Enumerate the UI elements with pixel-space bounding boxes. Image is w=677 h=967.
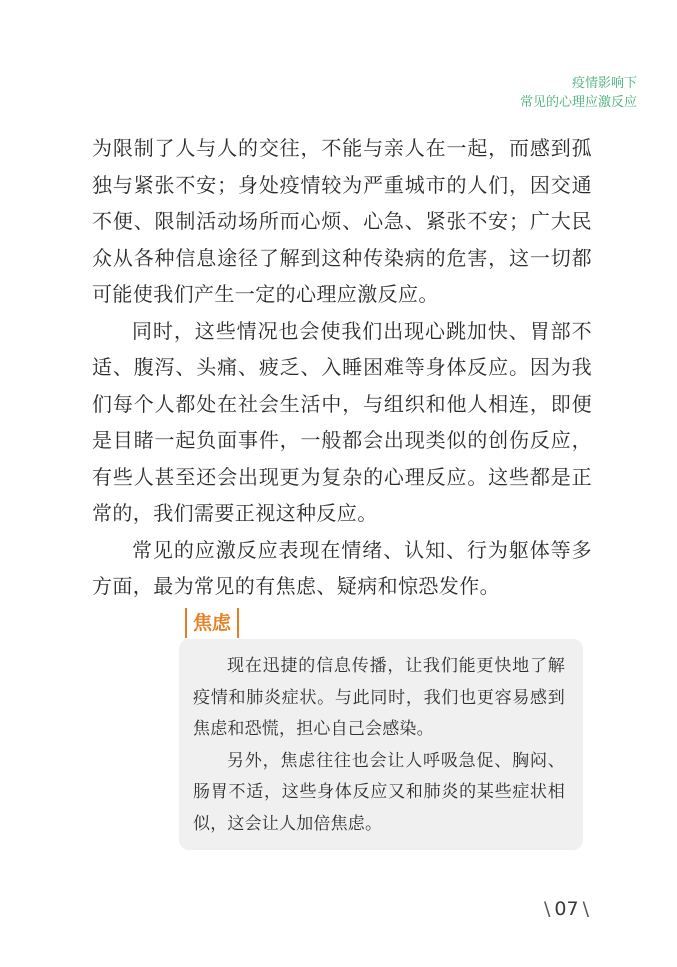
body-text bbox=[92, 130, 592, 605]
anxiety-callout-box bbox=[179, 639, 583, 850]
backslash-ornament-icon: \ bbox=[582, 898, 589, 920]
paragraph-physical-reactions: 同时，这些情况也会使我们出现心跳加快、胃部不适、腹泻、头痛、疲乏、入睡困难等身体反应。因为我们每个人都处在社会生活中，与组织和他人相连，即便是目睹一起负面事件，一般都会出现类似的创伤反应，有些人甚至还会出现更为复杂的心理反应。这些都是正常的，我们需要正视这种反应。 bbox=[92, 318, 592, 525]
chapter-title: 疫情影响下 bbox=[571, 76, 637, 91]
page-number bbox=[540, 898, 593, 920]
callout-paragraph: 另外，焦虑往往也会让人呼吸急促、胸闷、肠胃不适，这些身体反应又和肺炎的某些症状相似，这会让人加倍焦虑。 bbox=[193, 750, 565, 834]
paragraph-continued: 为限制了人与人的交往，不能与亲人在一起，而感到孤独与紧张不安；身处疫情较为严重城市的人们，因交通不便、限制活动场所而心烦、心急、紧张不安；广大民众从各种信息途径了解到这种传染病的危害，这一切都可能使我们产生一定的心理应激反应。 bbox=[92, 136, 592, 306]
page-number-value: 07 bbox=[554, 898, 579, 920]
backslash-ornament-icon: \ bbox=[544, 898, 551, 920]
paragraph-common-reactions: 常见的应激反应表现在情绪、认知、行为躯体等多方面，最为常见的有焦虑、疑病和惊恐发作。 bbox=[92, 537, 592, 598]
running-header bbox=[520, 74, 637, 112]
section-title: 常见的心理应激反应 bbox=[519, 95, 637, 110]
callout-paragraph: 现在迅捷的信息传播，让我们能更快地了解疫情和肺炎症状。与此同时，我们也更容易感到焦虑和恐慌，担心自己会感染。 bbox=[193, 656, 565, 739]
section-heading-anxiety: 焦虑 bbox=[185, 608, 239, 638]
